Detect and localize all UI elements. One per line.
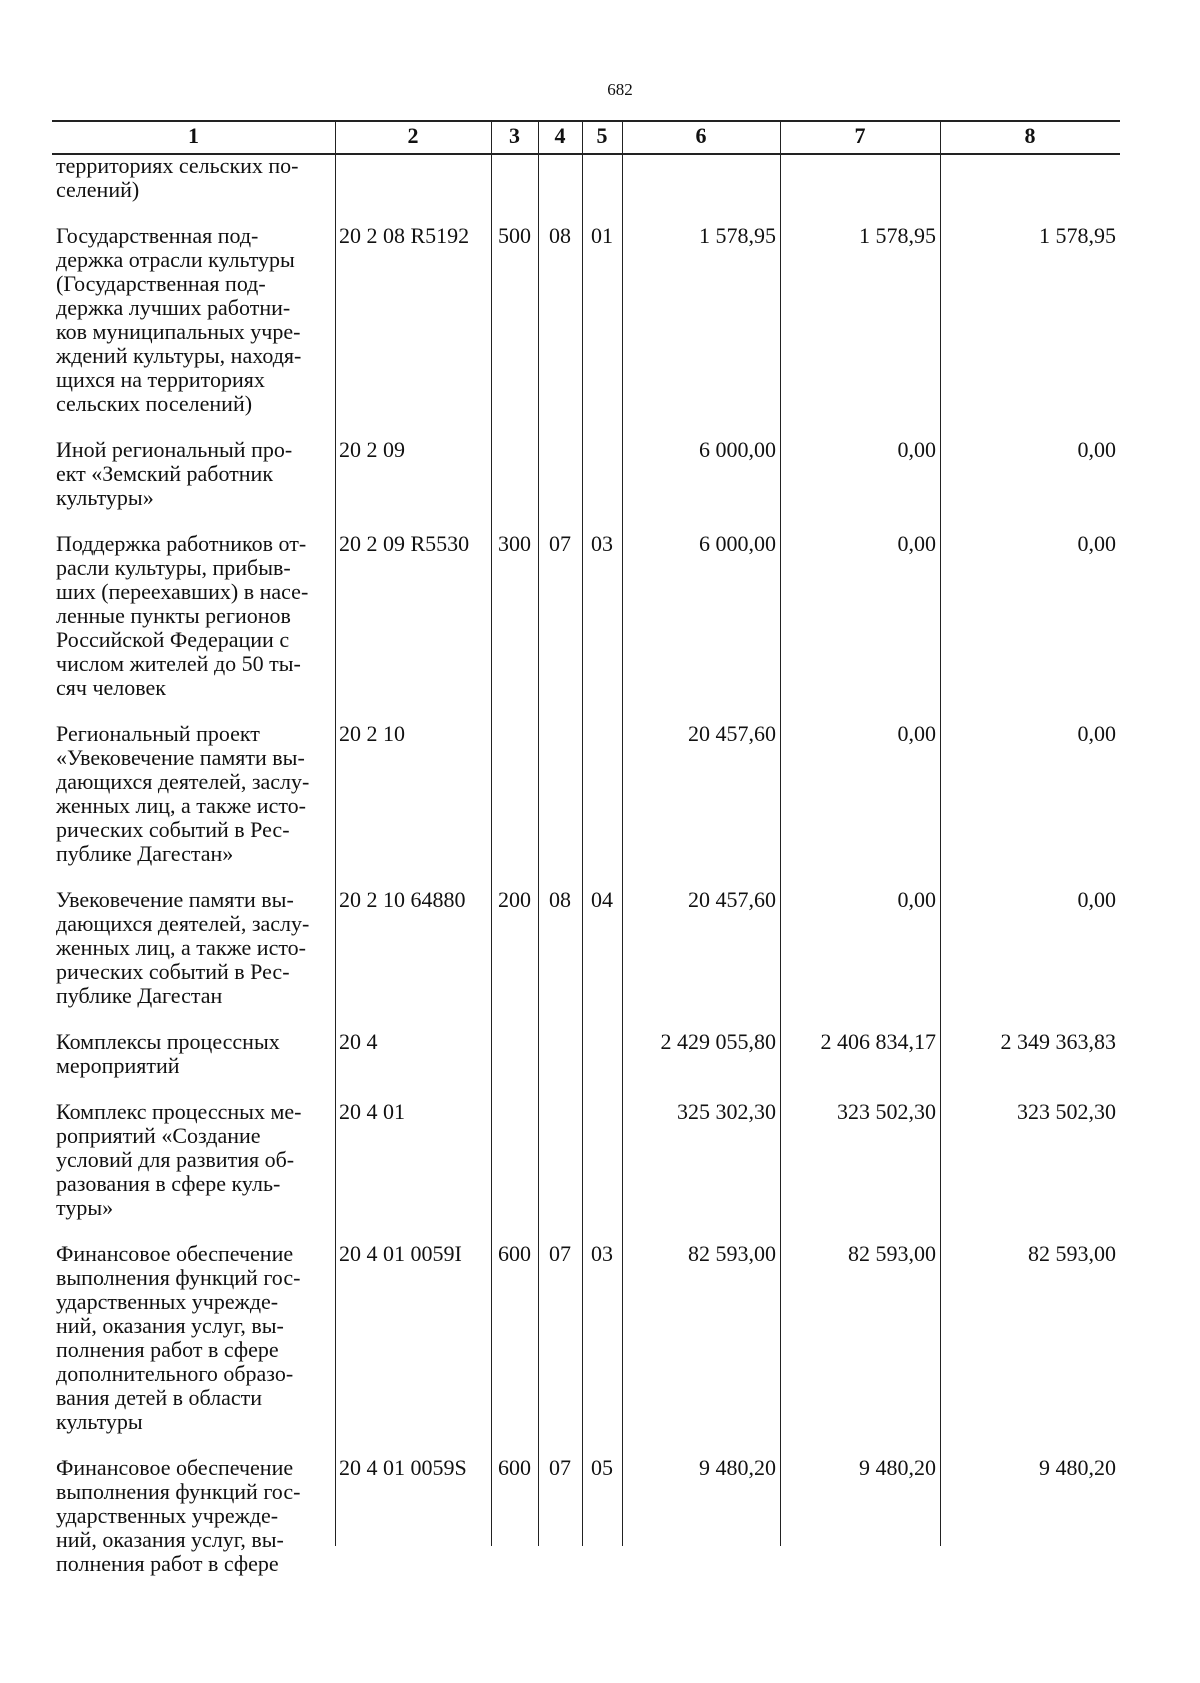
row-name-line: ших (переехавших) в насе- <box>56 579 309 604</box>
row-name-cell <box>52 1456 335 1598</box>
amount-col6-cell: 6 000,00 <box>699 437 776 462</box>
row-name-line: ний, оказания услуг, вы- <box>56 1313 284 1338</box>
amount-col8-cell: 0,00 <box>1077 721 1116 746</box>
row-name-line: Комплекс процессных ме- <box>56 1099 302 1124</box>
table-row <box>52 152 1120 224</box>
row-name-line: публике Дагестан <box>56 983 223 1008</box>
table-row <box>52 1456 1120 1598</box>
section-cell: 07 <box>549 1241 571 1266</box>
row-name-cell <box>52 1242 335 1456</box>
row-name-line: женных лиц, а также исто- <box>56 793 306 818</box>
subsection-cell <box>582 1030 622 1100</box>
subsection-cell <box>582 152 622 224</box>
section-cell <box>538 1030 582 1100</box>
column-header: 4 <box>554 123 566 148</box>
row-name-line: дополнительного образо- <box>56 1361 294 1386</box>
row-name-cell <box>52 532 335 722</box>
amount-col8-cell: 2 349 363,83 <box>1000 1029 1116 1054</box>
column-header: 8 <box>1024 123 1036 148</box>
row-name-cell <box>52 152 335 224</box>
amount-col8-cell: 82 593,00 <box>1028 1241 1116 1266</box>
row-name-line: ждений культуры, находя- <box>56 343 302 368</box>
row-name-line: рических событий в Рес- <box>56 817 290 842</box>
budget-code-cell: 20 2 10 64880 <box>339 887 466 912</box>
row-name-line: разования в сфере куль- <box>56 1171 281 1196</box>
amount-col6-cell: 82 593,00 <box>688 1241 776 1266</box>
budget-code-cell: 20 2 08 R5192 <box>339 223 470 248</box>
row-name-line: туры» <box>56 1195 114 1220</box>
section-cell <box>538 438 582 532</box>
amount-col7-cell: 9 480,20 <box>859 1455 936 1480</box>
expense-type-cell: 500 <box>498 223 531 248</box>
section-cell: 07 <box>549 531 571 556</box>
section-cell <box>538 1100 582 1242</box>
row-name-line: Региональный проект <box>56 721 260 746</box>
expense-type-cell <box>491 438 538 532</box>
subsection-cell: 03 <box>591 1241 613 1266</box>
row-name-line: числом жителей до 50 ты- <box>56 651 301 676</box>
section-cell <box>538 722 582 888</box>
table-row <box>52 1242 1120 1456</box>
row-name-line: культуры <box>56 1409 143 1434</box>
table-row <box>52 1030 1120 1100</box>
amount-col7-cell: 0,00 <box>897 887 936 912</box>
expense-type-cell <box>491 722 538 888</box>
budget-code-cell: 20 4 01 0059I <box>339 1241 462 1266</box>
row-name-line: ект «Земский работник <box>56 461 274 486</box>
subsection-cell: 04 <box>591 887 613 912</box>
row-name-line: (Государственная под- <box>56 271 266 296</box>
column-header: 2 <box>407 123 419 148</box>
expense-type-cell <box>491 152 538 224</box>
row-name-line: рических событий в Рес- <box>56 959 290 984</box>
column-header: 5 <box>596 123 608 148</box>
subsection-cell: 01 <box>591 223 613 248</box>
row-name-line: ударственных учрежде- <box>56 1503 279 1528</box>
row-name-line: выполнения функций гос- <box>56 1479 301 1504</box>
amount-col6-cell: 6 000,00 <box>699 531 776 556</box>
amount-col8-cell: 323 502,30 <box>1017 1099 1116 1124</box>
table-row <box>52 224 1120 438</box>
table-row <box>52 722 1120 888</box>
row-name-line: Поддержка работников от- <box>56 531 307 556</box>
row-name-line: Увековечение памяти вы- <box>56 887 294 912</box>
table-row <box>52 438 1120 532</box>
table-row <box>52 888 1120 1030</box>
row-name-line: «Увековечение памяти вы- <box>56 745 305 770</box>
row-name-line: держка лучших работни- <box>56 295 291 320</box>
column-header: 6 <box>695 123 707 148</box>
page-number: 682 <box>607 80 633 99</box>
row-name-line: ков муниципальных учре- <box>56 319 301 344</box>
row-name-line: щихся на территориях <box>56 367 265 392</box>
amount-col6-cell <box>622 152 780 224</box>
row-name-line: ударственных учрежде- <box>56 1289 279 1314</box>
budget-code-cell: 20 2 10 <box>339 721 405 746</box>
row-name-line: сельских поселений) <box>56 391 253 416</box>
row-name-line: публике Дагестан» <box>56 841 234 866</box>
row-name-line: Российской Федерации с <box>56 627 290 652</box>
amount-col8-cell <box>940 152 1120 224</box>
row-name-cell <box>52 438 335 532</box>
expense-type-cell <box>491 1030 538 1100</box>
subsection-cell <box>582 722 622 888</box>
row-name-cell <box>52 224 335 438</box>
expense-type-cell: 600 <box>498 1241 531 1266</box>
row-name-line: держка отрасли культуры <box>56 247 295 272</box>
section-cell <box>538 152 582 224</box>
row-name-line: Иной региональный про- <box>56 437 293 462</box>
amount-col6-cell: 20 457,60 <box>688 721 776 746</box>
row-name-line: полнения работ в сфере <box>56 1551 279 1576</box>
row-name-line: расли культуры, прибыв- <box>56 555 291 580</box>
row-name-cell <box>52 722 335 888</box>
amount-col7-cell: 323 502,30 <box>837 1099 936 1124</box>
section-cell: 07 <box>549 1455 571 1480</box>
row-name-line: Финансовое обеспечение <box>56 1241 294 1266</box>
amount-col8-cell: 1 578,95 <box>1039 223 1116 248</box>
row-name-line: территориях сельских по- <box>56 153 299 178</box>
row-name-line: женных лиц, а также исто- <box>56 935 306 960</box>
section-cell: 08 <box>549 223 571 248</box>
row-name-line: мероприятий <box>56 1053 180 1078</box>
amount-col7-cell: 2 406 834,17 <box>820 1029 936 1054</box>
row-name-line: дающихся деятелей, заслу- <box>56 911 310 936</box>
row-name-line: выполнения функций гос- <box>56 1265 301 1290</box>
subsection-cell: 03 <box>591 531 613 556</box>
row-name-line: Финансовое обеспечение <box>56 1455 294 1480</box>
row-name-line: ний, оказания услуг, вы- <box>56 1527 284 1552</box>
budget-code-cell: 20 4 01 0059S <box>339 1455 467 1480</box>
amount-col8-cell: 0,00 <box>1077 531 1116 556</box>
table-row <box>52 1100 1120 1242</box>
row-name-line: Государственная под- <box>56 223 259 248</box>
table-body <box>52 152 1120 1598</box>
subsection-cell: 05 <box>591 1455 613 1480</box>
amount-col6-cell: 20 457,60 <box>688 887 776 912</box>
table-row <box>52 532 1120 722</box>
row-name-line: дающихся деятелей, заслу- <box>56 769 310 794</box>
amount-col7-cell: 0,00 <box>897 531 936 556</box>
amount-col6-cell: 9 480,20 <box>699 1455 776 1480</box>
amount-col7-cell: 0,00 <box>897 721 936 746</box>
expense-type-cell: 600 <box>498 1455 531 1480</box>
amount-col8-cell: 0,00 <box>1077 887 1116 912</box>
amount-col6-cell: 2 429 055,80 <box>660 1029 776 1054</box>
row-name-cell <box>52 1030 335 1100</box>
budget-table-frame <box>52 120 1120 1576</box>
column-header: 3 <box>509 123 520 148</box>
amount-col7-cell: 1 578,95 <box>859 223 936 248</box>
row-name-line: селений) <box>56 177 140 202</box>
amount-col7-cell <box>780 152 940 224</box>
row-name-line: ленные пункты регионов <box>56 603 291 628</box>
header-row <box>52 120 1120 152</box>
budget-code-cell <box>335 152 491 224</box>
budget-code-cell: 20 4 <box>339 1029 378 1054</box>
expense-type-cell <box>491 1100 538 1242</box>
budget-code-cell: 20 2 09 R5530 <box>339 531 470 556</box>
section-cell: 08 <box>549 887 571 912</box>
amount-col7-cell: 0,00 <box>897 437 936 462</box>
row-name-line: сяч человек <box>56 675 166 700</box>
expense-type-cell: 300 <box>498 531 531 556</box>
column-header: 1 <box>188 123 199 148</box>
amount-col6-cell: 325 302,30 <box>677 1099 776 1124</box>
row-name-line: роприятий «Создание <box>56 1123 261 1148</box>
column-header: 7 <box>854 123 866 148</box>
row-name-line: полнения работ в сфере <box>56 1337 279 1362</box>
amount-col7-cell: 82 593,00 <box>848 1241 936 1266</box>
row-name-cell <box>52 1100 335 1242</box>
expense-type-cell: 200 <box>498 887 531 912</box>
row-name-line: вания детей в области <box>56 1385 263 1410</box>
budget-table <box>52 120 1120 1598</box>
row-name-line: Комплексы процессных <box>56 1029 280 1054</box>
amount-col6-cell: 1 578,95 <box>699 223 776 248</box>
amount-col8-cell: 0,00 <box>1077 437 1116 462</box>
subsection-cell <box>582 438 622 532</box>
budget-code-cell: 20 2 09 <box>339 437 405 462</box>
budget-code-cell: 20 4 01 <box>339 1099 405 1124</box>
row-name-line: условий для развития об- <box>56 1147 295 1172</box>
row-name-line: культуры» <box>56 485 154 510</box>
subsection-cell <box>582 1100 622 1242</box>
row-name-cell <box>52 888 335 1030</box>
amount-col8-cell: 9 480,20 <box>1039 1455 1116 1480</box>
